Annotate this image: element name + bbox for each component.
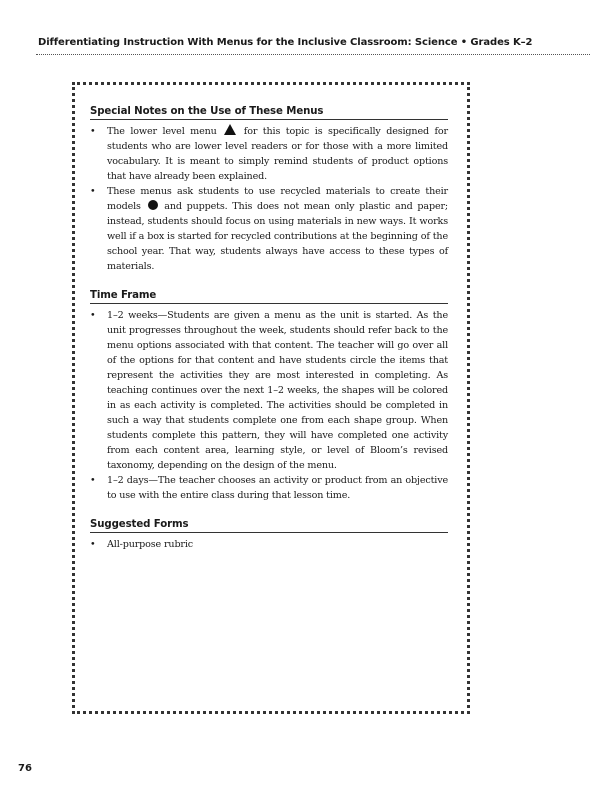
item-text-post: for this topic is specifically designed for students who are lower level readers or for those with a more limited vocabulary. It is meant to simply remind students of product options that have already been explained. <box>107 126 448 182</box>
section-time-frame <box>90 290 448 503</box>
section-title-time-frame: Time Frame <box>90 290 448 304</box>
item-text: All-purpose rubric <box>107 539 194 550</box>
list-item <box>90 473 448 503</box>
bullet-icon: • <box>90 475 96 486</box>
bullet-icon: • <box>90 539 96 550</box>
section-title-suggested-forms: Suggested Forms <box>90 519 448 533</box>
time-frame-list <box>90 308 448 503</box>
triangle-icon <box>224 124 236 135</box>
list-item <box>90 124 448 184</box>
header-divider <box>36 54 590 55</box>
list-item <box>90 537 448 552</box>
list-item <box>90 184 448 274</box>
item-text: 1–2 days—The teacher chooses an activity or product from an objective to use with the entire class during that lesson time. <box>107 475 448 501</box>
list-item <box>90 308 448 473</box>
item-text-pre: The lower level menu <box>107 126 217 137</box>
section-title-special-notes: Special Notes on the Use of These Menus <box>90 106 448 120</box>
item-text-pre: These menus ask students to use recycled materials to create their models <box>107 186 448 212</box>
circle-icon <box>148 200 158 210</box>
item-text: 1–2 weeks—Students are given a menu as the unit is started. As the unit progresses throughout the week, students should refer back to the menu options associated with that content. The teacher will go over all of the options for that content and have students circle the items that represent the activities they are most interested in completing. As teaching continues over the next 1–2 weeks, the shapes will be colored in as each activity is completed. The activities should be completed in such a way that students complete one from each shape group. When students complete this pattern, they will have completed one activity from each content area, learning style, or level of Bloom’s revised taxonomy, depending on the design of the menu. <box>107 310 448 471</box>
bullet-icon: • <box>90 126 96 137</box>
section-suggested-forms <box>90 519 448 552</box>
bullet-icon: • <box>90 310 96 321</box>
bullet-icon: • <box>90 186 96 197</box>
special-notes-list <box>90 124 448 274</box>
item-text-post: and puppets. This does not mean only plastic and paper; instead, students should focus on using materials in new ways. It works well if a box is started for recycled contributions at the beginning of the school year. That way, students always have access to these types of materials. <box>107 201 448 272</box>
section-special-notes <box>90 106 448 274</box>
suggested-forms-list <box>90 537 448 552</box>
running-head: Differentiating Instruction With Menus for the Inclusive Classroom: Science • Grades K–2 <box>38 37 533 48</box>
content-area <box>90 106 448 568</box>
page-number: 76 <box>18 763 32 774</box>
